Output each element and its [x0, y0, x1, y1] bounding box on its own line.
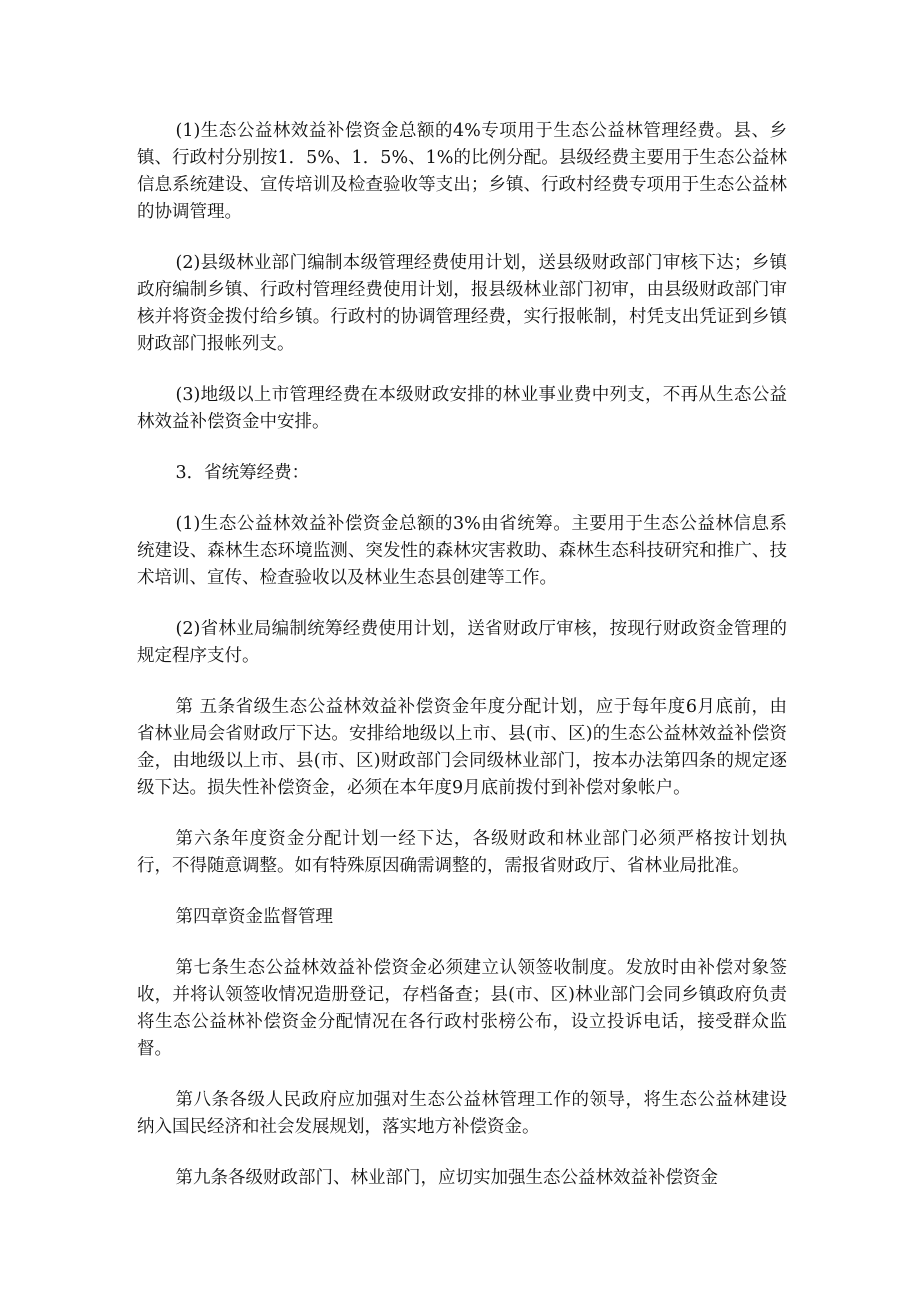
- article-8: 第八条各级人民政府应加强对生态公益林管理工作的领导，将生态公益林建设纳入国民经济和社会发展规划，落实地方补偿资金。: [137, 1090, 787, 1137]
- article-6: 第六条年度资金分配计划一经下达，各级财政和林业部门必须严格按计划执行，不得随意调整。如有特殊原因确需调整的，需报省财政厅、省林业局批准。: [137, 829, 787, 876]
- paragraph-provincial-plan: (2)省林业局编制统筹经费使用计划，送省财政厅审核，按现行财政资金管理的规定程序支付。: [137, 619, 787, 666]
- paragraph-management-fee-share: (1)生态公益林效益补偿资金总额的4%专项用于生态公益林管理经费。县、乡镇、行政村分别按1．5%、1．5%、1%的比例分配。县级经费主要用于生态公益林信息系统建设、宣传培训及检查验收等支出；乡镇、行政村经费专项用于生态公益林的协调管理。: [137, 121, 787, 222]
- article-5: 第 五条省级生态公益林效益补偿资金年度分配计划，应于每年度6月底前，由省林业局会省财政厅下达。安排给地级以上市、县(市、区)的生态公益林效益补偿资 金，由地级以上市、县(市、区)财政部门会同级林业部门，按本办法第四条的规定逐级下达。损失性补偿资金，必须在本年度9月底前拨付到补偿对象帐户。: [137, 697, 787, 798]
- article-9: 第九条各级财政部门、林业部门，应切实加强生态公益林效益补偿资金: [175, 1168, 718, 1188]
- article-7: 第七条生态公益林效益补偿资金必须建立认领签收制度。发放时由补偿对象签收，并将认领签收情况造册登记，存档备查；县(市、区)林业部门会同乡镇政府负责将生态公益林补偿资金分配情况在各行政村张榜公布，设立投诉电话，接受群众监督。: [137, 958, 787, 1059]
- paragraph-county-plan: (2)县级林业部门编制本级管理经费使用计划，送县级财政部门审核下达；乡镇政府编制乡镇、行政村管理经费使用计划，报县级林业部门初审，由县级财政部门审核并将资金拨付给乡镇。行政村的协调管理经费，实行报帐制，村凭支出凭证到乡镇财政部门报帐列支。: [137, 253, 787, 354]
- chapter-4-heading: 第四章资金监督管理: [175, 907, 333, 927]
- paragraph-city-fee: (3)地级以上市管理经费在本级财政安排的林业事业费中列支，不再从生态公益林效益补偿资金中安排。: [137, 385, 787, 432]
- section-provincial-fund: 3．省统筹经费：: [175, 463, 310, 483]
- paragraph-provincial-share: (1)生态公益林效益补偿资金总额的3%由省统筹。主要用于生态公益林信息系统建设、森林生态环境监测、突发性的森林灾害救助、森林生态科技研究和推广、技术培训、宣传、检查验收以及林业生态县创建等工作。: [137, 514, 787, 588]
- document-page: [137, 118, 787, 1216]
